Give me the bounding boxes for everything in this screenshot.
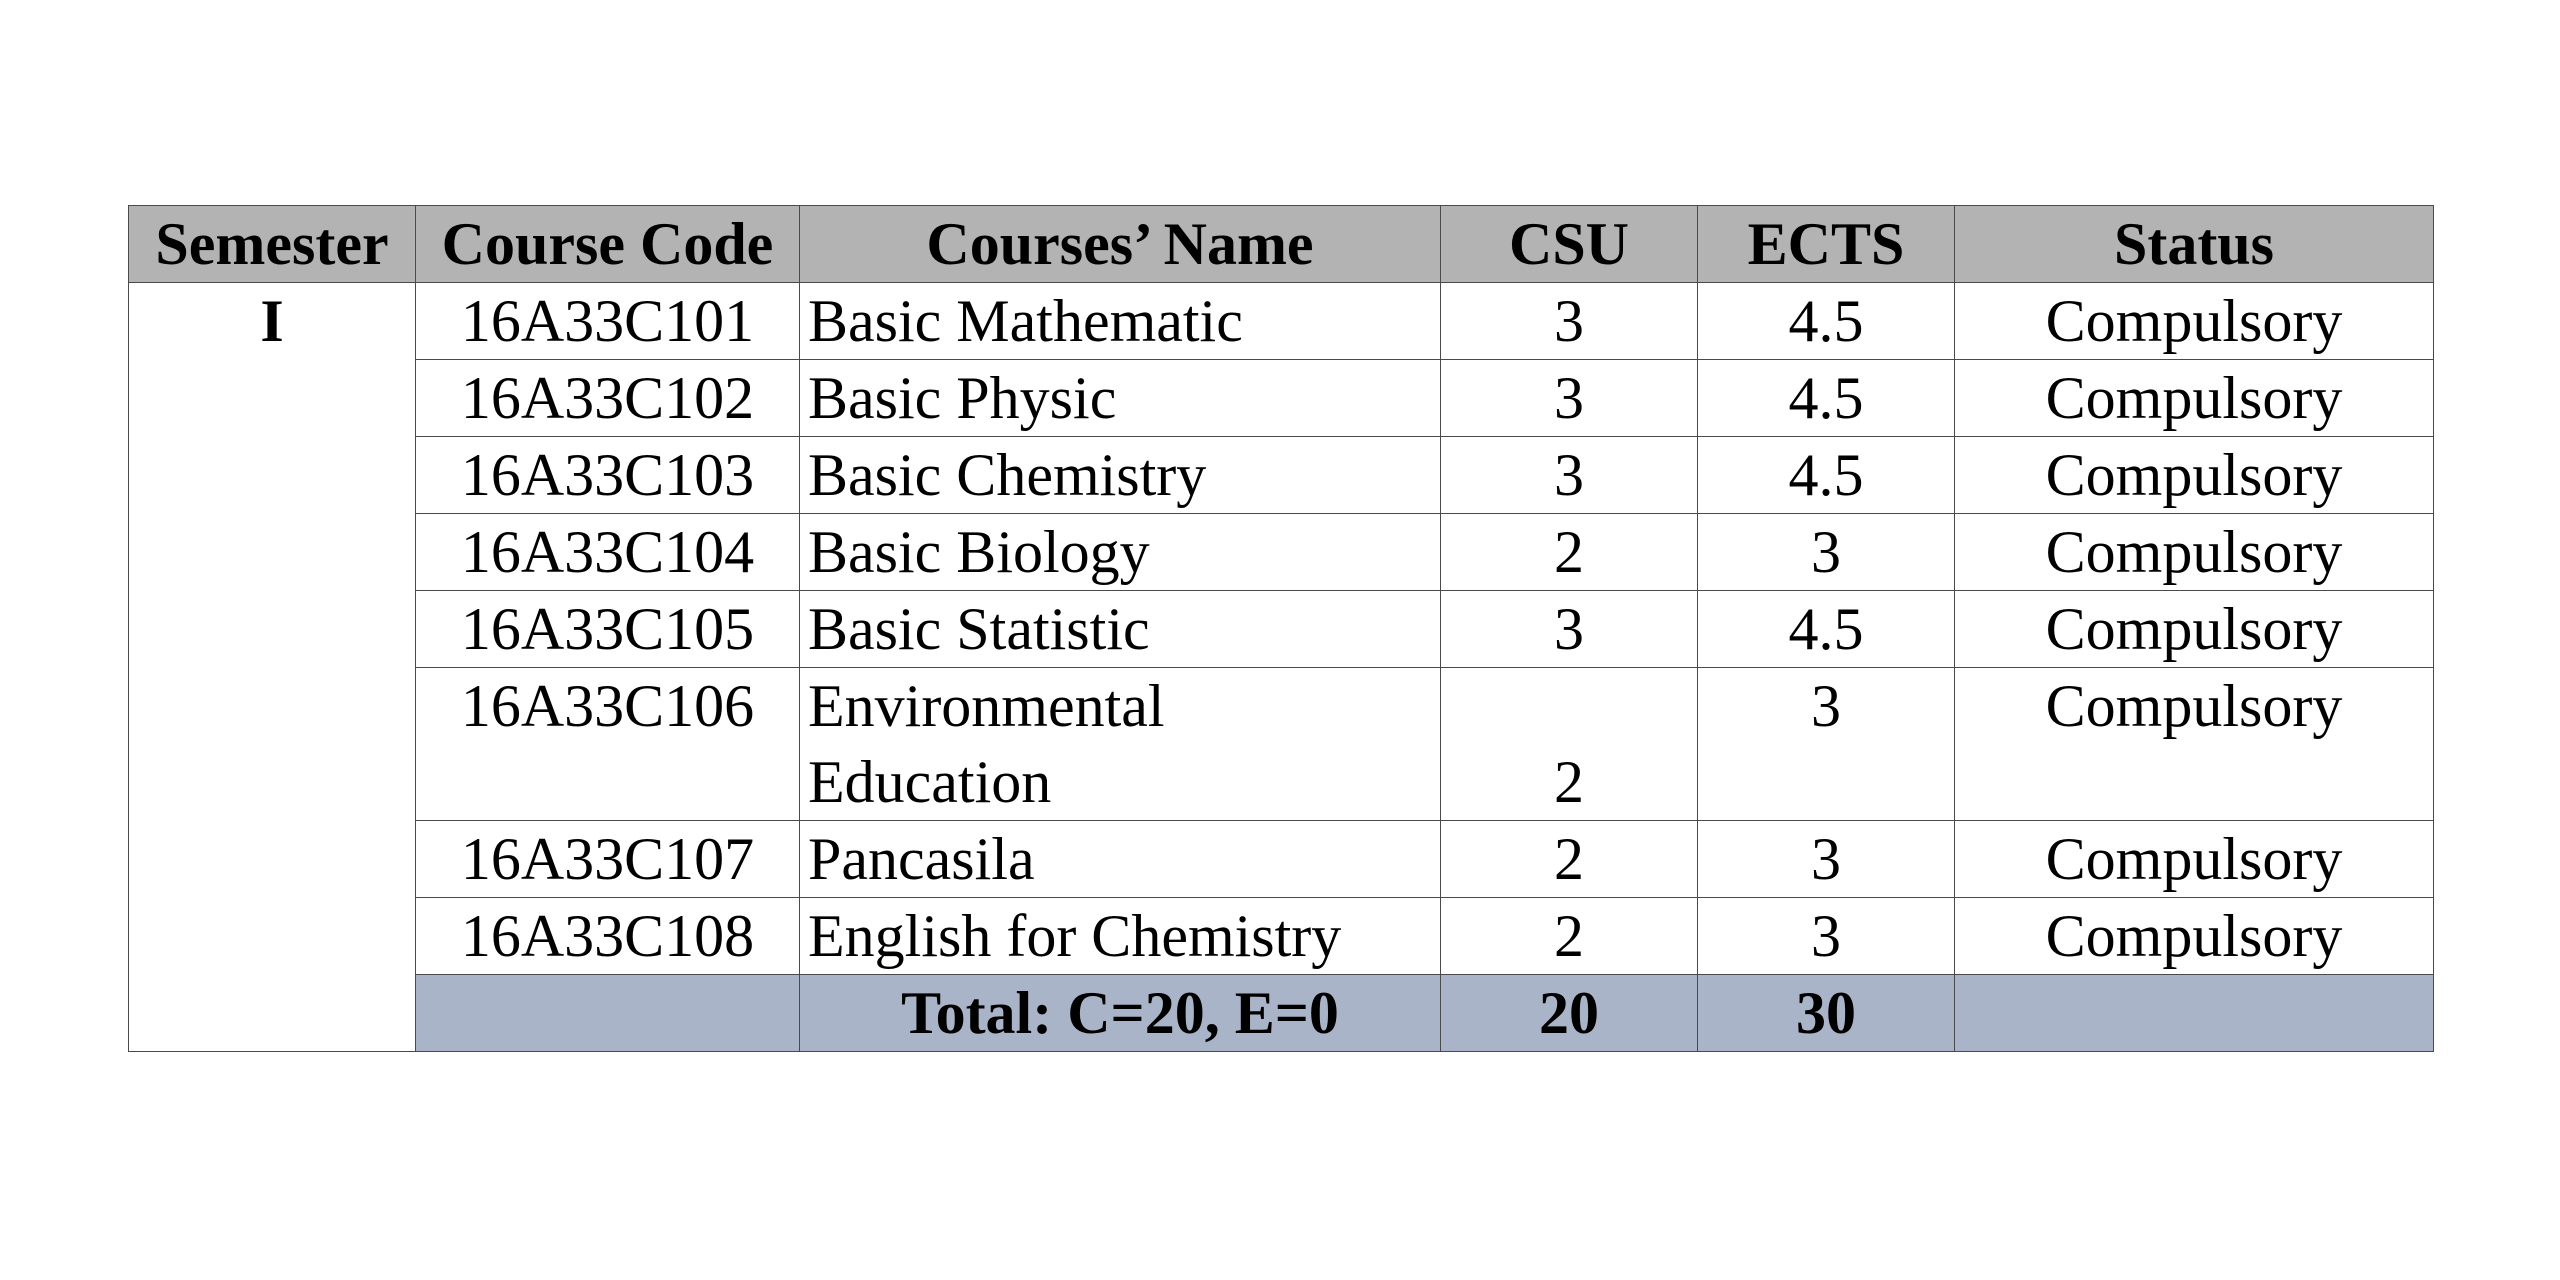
ects-value: 4.5	[1698, 283, 1955, 360]
header-csu: CSU	[1441, 206, 1698, 283]
course-name-line: Education	[808, 749, 1052, 815]
course-code: 16A33C103	[416, 437, 800, 514]
table-row	[129, 668, 2434, 821]
table-row	[129, 437, 2434, 514]
header-status: Status	[1955, 206, 2434, 283]
status-value: Compulsory	[1955, 821, 2434, 898]
course-code: 16A33C102	[416, 360, 800, 437]
status-value: Compulsory	[1955, 514, 2434, 591]
total-spacer	[416, 975, 800, 1052]
csu-value: 2	[1441, 898, 1698, 975]
course-name: English for Chemistry	[800, 898, 1441, 975]
csu-value: 2	[1441, 514, 1698, 591]
ects-value: 4.5	[1698, 437, 1955, 514]
total-csu: 20	[1441, 975, 1698, 1052]
header-semester: Semester	[129, 206, 416, 283]
csu-value: 3	[1441, 283, 1698, 360]
course-name-line: Environmental	[808, 673, 1165, 739]
total-row	[129, 975, 2434, 1052]
status-value: Compulsory	[1955, 360, 2434, 437]
ects-value: 3	[1698, 668, 1955, 821]
csu-value: 3	[1441, 437, 1698, 514]
total-status-empty	[1955, 975, 2434, 1052]
course-name: Basic Physic	[800, 360, 1441, 437]
csu-value: 2	[1441, 821, 1698, 898]
ects-value: 3	[1698, 898, 1955, 975]
csu-value: 3	[1441, 360, 1698, 437]
course-code: 16A33C104	[416, 514, 800, 591]
course-name: Basic Chemistry	[800, 437, 1441, 514]
course-table	[128, 205, 2434, 1052]
course-code: 16A33C105	[416, 591, 800, 668]
course-name	[800, 668, 1441, 821]
status-value: Compulsory	[1955, 283, 2434, 360]
course-code: 16A33C107	[416, 821, 800, 898]
status-value: Compulsory	[1955, 591, 2434, 668]
table-row	[129, 821, 2434, 898]
csu-value: 3	[1441, 591, 1698, 668]
course-name: Basic Biology	[800, 514, 1441, 591]
ects-value: 4.5	[1698, 360, 1955, 437]
header-ects: ECTS	[1698, 206, 1955, 283]
table-row	[129, 514, 2434, 591]
header-row	[129, 206, 2434, 283]
table-row	[129, 360, 2434, 437]
course-name: Basic Statistic	[800, 591, 1441, 668]
csu-value: 2	[1441, 668, 1698, 821]
status-value: Compulsory	[1955, 668, 2434, 821]
header-course-code: Course Code	[416, 206, 800, 283]
total-label: Total: C=20, E=0	[800, 975, 1441, 1052]
ects-value: 3	[1698, 514, 1955, 591]
semester-cell: I	[129, 283, 416, 1052]
course-code: 16A33C108	[416, 898, 800, 975]
course-code: 16A33C106	[416, 668, 800, 821]
table-row	[129, 591, 2434, 668]
course-name: Basic Mathematic	[800, 283, 1441, 360]
ects-value: 3	[1698, 821, 1955, 898]
table-row	[129, 898, 2434, 975]
course-code: 16A33C101	[416, 283, 800, 360]
total-ects: 30	[1698, 975, 1955, 1052]
ects-value: 4.5	[1698, 591, 1955, 668]
course-name: Pancasila	[800, 821, 1441, 898]
status-value: Compulsory	[1955, 898, 2434, 975]
table-row	[129, 283, 2434, 360]
status-value: Compulsory	[1955, 437, 2434, 514]
header-course-name: Courses’ Name	[800, 206, 1441, 283]
